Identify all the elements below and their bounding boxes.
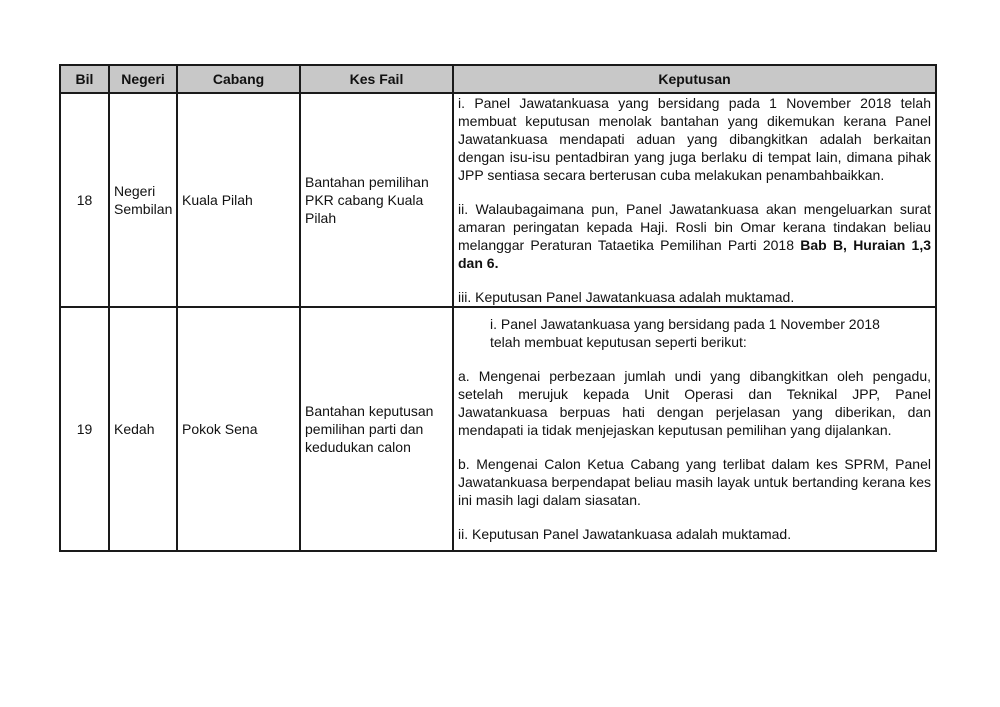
cell-bil: 19	[60, 307, 109, 551]
cell-kes-fail: Bantahan pemilihan PKR cabang Kuala Pilah	[300, 93, 453, 307]
keputusan-paragraph: i. Panel Jawatankuasa yang bersidang pada 1 November 2018 telah membuat keputusan menolak bantahan yang dikemukan kerana Panel Jawatankuasa mendapati aduan yang dibangkitkan adalah berkaitan dengan isu-isu pentadbiran yang juga berlaku di tempat lain, dimana pihak JPP sentiasa secara berterusan cuba melakukan penambahbaikkan.	[458, 95, 931, 183]
keputusan-paragraph	[458, 200, 931, 272]
keputusan-text: ii. Walaubagaimana pun, Panel Jawatankuasa akan mengeluarkan surat amaran peringatan kepada Haji. Rosli bin Omar kerana tindakan beliau melanggar Peraturan Tataetika Pemilihan Parti 2018	[458, 201, 931, 253]
header-keputusan: Keputusan	[453, 65, 936, 93]
keputusan-paragraph: a. Mengenai perbezaan jumlah undi yang dibangkitkan oleh pengadu, setelah merujuk kepada Unit Operasi dan Teknikal JPP, Panel Jawatankuasa berpuas hati dengan perjelasan yang diberikan, dan mendapati ia tidak menjejaskan keputusan pemilihan yang dijalankan.	[458, 368, 931, 438]
keputusan-paragraph: ii. Keputusan Panel Jawatankuasa adalah muktamad.	[458, 526, 792, 542]
header-cabang: Cabang	[177, 65, 300, 93]
cell-kes-fail: Bantahan keputusan pemilihan parti dan kedudukan calon	[300, 307, 453, 551]
keputusan-paragraph: b. Mengenai Calon Ketua Cabang yang terlibat dalam kes SPRM, Panel Jawatankuasa berpendapat beliau masih layak untuk bertanding kerana kes ini masih lagi dalam siasatan.	[458, 456, 931, 508]
table-row	[60, 307, 936, 551]
table-header-row	[60, 65, 936, 93]
cell-keputusan	[453, 307, 936, 551]
cell-cabang: Pokok Sena	[177, 307, 300, 551]
decisions-table	[59, 64, 937, 552]
table-row	[60, 93, 936, 307]
cell-negeri: Kedah	[109, 307, 177, 551]
keputusan-paragraph: iii. Keputusan Panel Jawatankuasa adalah muktamad.	[458, 289, 795, 305]
header-kes-fail: Kes Fail	[300, 65, 453, 93]
cell-negeri: Negeri Sembilan	[109, 93, 177, 307]
keputusan-paragraph: i. Panel Jawatankuasa yang bersidang pada 1 November 2018 telah membuat keputusan seperti berikut:	[490, 316, 880, 350]
header-bil: Bil	[60, 65, 109, 93]
cell-bil: 18	[60, 93, 109, 307]
cell-keputusan	[453, 93, 936, 307]
cell-cabang: Kuala Pilah	[177, 93, 300, 307]
header-negeri: Negeri	[109, 65, 177, 93]
keputusan-bold-reference: Bab B, Huraian 1,3 dan 6.	[458, 237, 932, 271]
